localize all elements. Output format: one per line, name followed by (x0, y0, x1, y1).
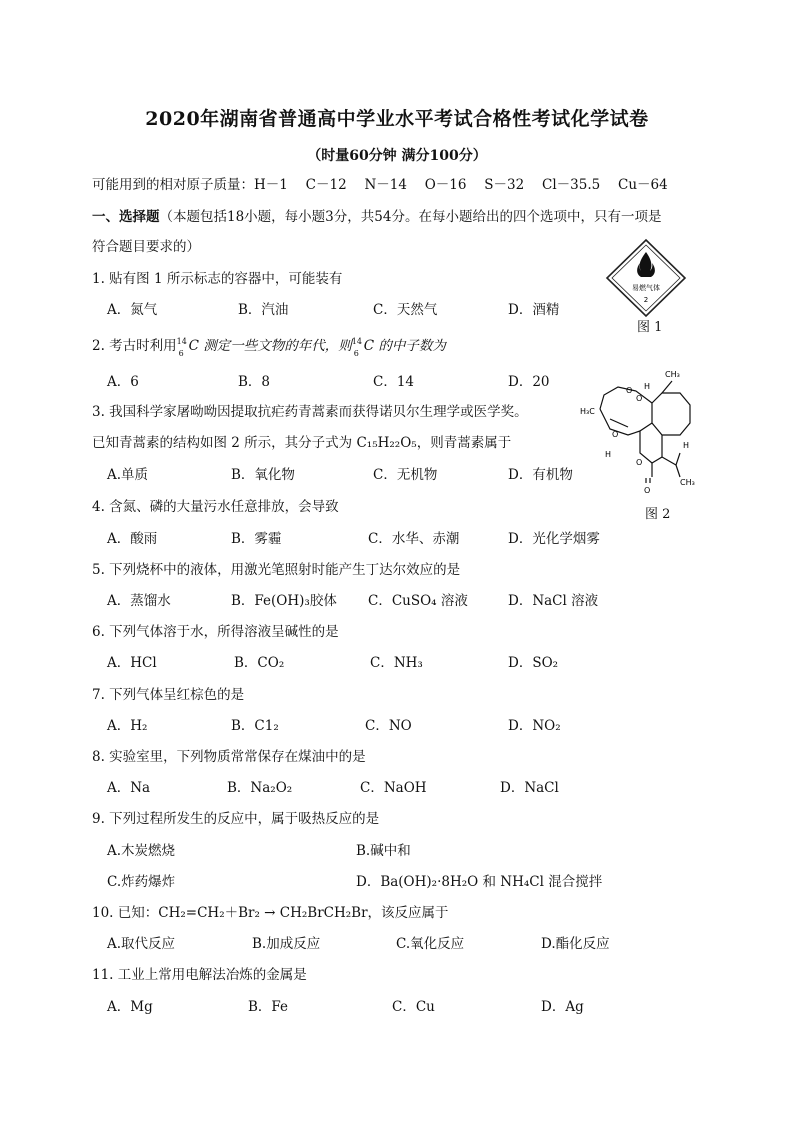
q2-option-d: D．20 (508, 374, 550, 390)
exam-subtitle: （时量60分钟 满分100分） (307, 148, 487, 164)
q11-option-b: B．Fe (248, 999, 289, 1015)
q5-option-b: B．Fe(OH)₃胶体 (231, 593, 337, 609)
sign-number: 2 (643, 296, 649, 304)
q6-option-b: B．CO₂ (234, 655, 285, 671)
q7-option-b: B．C1₂ (231, 718, 279, 734)
q4-option-b: B．雾霾 (231, 531, 282, 547)
figure-1-caption: 图 1 (637, 320, 663, 335)
q8-option-d: D．NaCl (500, 780, 559, 796)
oxygen-2: O (636, 394, 643, 403)
methyl-right: CH₃ (680, 478, 695, 487)
atomic-masses: 可能用到的相对原子质量：H－1 C－12 N－14 O－16 S－32 Cl－35.5 Cu－64 (92, 177, 668, 193)
sign-text: 易燃气体 (632, 284, 660, 292)
q3-option-b: B．氧化物 (231, 467, 295, 483)
h-label-c: H (683, 441, 690, 450)
q9-option-b: B.碱中和 (356, 843, 411, 859)
q2-option-b: B．8 (238, 374, 271, 390)
oxygen-5: O (644, 486, 651, 495)
q4-option-a: A．酸雨 (107, 531, 158, 547)
q5-option-d: D．NaCl 溶液 (508, 593, 599, 609)
q5-option-c: C．CuSO₄ 溶液 (368, 593, 468, 609)
q10-option-b: B.加成反应 (252, 936, 321, 952)
artemisinin-structure (580, 365, 700, 500)
q1-option-a: A．氮气 (107, 302, 158, 318)
q8-option-a: A．Na (107, 780, 151, 796)
section-instructions-text: （本题包括18小题，每小题3分，共54分。在每小题给出的四个选项中，只有一项是 (159, 209, 662, 225)
q4-option-c: C．水华、赤潮 (368, 531, 460, 547)
oxygen-4: O (636, 458, 643, 467)
q1-option-b: B．汽油 (238, 302, 289, 318)
section-instructions (92, 208, 661, 226)
section-heading: 一、选择题 (92, 209, 160, 225)
oxygen-1: O (626, 386, 633, 395)
q2-option-c: C．14 (373, 374, 415, 390)
question-8-stem: 8. 实验室里，下列物质常常保存在煤油中的是 (92, 749, 366, 765)
q2-iso-num-2: 6 (353, 349, 359, 358)
question-4-stem: 4. 含氮、磷的大量污水任意排放，会导致 (92, 499, 339, 515)
q1-option-c: C．天然气 (373, 302, 438, 318)
figure-2 (580, 365, 700, 500)
q11-option-c: C．Cu (392, 999, 435, 1015)
q2-isotope-2 (351, 337, 364, 358)
q9-option-c: C.炸药爆炸 (107, 874, 176, 890)
question-5-stem: 5. 下列烧杯中的液体，用激光笔照射时能产生丁达尔效应的是 (92, 562, 461, 578)
section-instructions-cont: 符合题目要求的） (92, 239, 200, 255)
q7-option-c: C．NO (365, 718, 412, 734)
q8-option-b: B．Na₂O₂ (227, 780, 293, 796)
q11-option-a: A．Mg (107, 999, 153, 1015)
q9-option-d: D．Ba(OH)₂·8H₂O 和 NH₄Cl 混合搅拌 (356, 874, 603, 890)
q11-option-d: D．Ag (541, 999, 584, 1015)
q5-option-a: A．蒸馏水 (107, 593, 171, 609)
q3-option-c: C．无机物 (373, 467, 438, 483)
question-6-stem: 6. 下列气体溶于水，所得溶液呈碱性的是 (92, 624, 339, 640)
q7-option-a: A．H₂ (107, 718, 148, 734)
q9-option-a: A.木炭燃烧 (107, 843, 176, 859)
q2-iso-num-1: 6 (178, 349, 184, 358)
q10-option-d: D.酯化反应 (541, 936, 610, 952)
q6-option-d: D．SO₂ (508, 655, 559, 671)
question-10-stem: 10. 已知：CH₂=CH₂＋Br₂ → CH₂BrCH₂Br，该反应属于 (92, 905, 449, 921)
figure-2-caption: 图 2 (645, 507, 671, 522)
question-2-stem (92, 337, 446, 358)
q4-option-d: D．光化学烟雾 (508, 531, 600, 547)
q2-stem-a: 2. 考古时利用 (92, 338, 177, 354)
flammable-gas-sign (605, 238, 687, 318)
q8-option-c: C．NaOH (360, 780, 427, 796)
q6-option-c: C．NH₃ (370, 655, 423, 671)
question-1-stem: 1. 贴有图 1 所示标志的容器中，可能装有 (92, 271, 343, 287)
q3-option-d: D．有机物 (508, 467, 573, 483)
question-3-stem: 3. 我国科学家屠呦呦因提取抗疟药青蒿素而获得诺贝尔生理学或医学奖。 (92, 404, 528, 420)
q2-stem-b: C 测定一些文物的年代，则 (188, 338, 352, 354)
figure-1 (605, 238, 687, 318)
q7-option-d: D．NO₂ (508, 718, 561, 734)
q2-isotope-1 (176, 337, 189, 358)
h-label-b: H (605, 450, 612, 459)
q2-option-a: A．6 (107, 374, 139, 390)
methyl-left: H₃C (580, 407, 595, 416)
q6-option-a: A．HCl (107, 655, 157, 671)
question-7-stem: 7. 下列气体呈红棕色的是 (92, 687, 245, 703)
h-label-a: H (644, 382, 651, 391)
oxygen-3: O (612, 430, 619, 439)
q10-option-a: A.取代反应 (107, 936, 176, 952)
question-9-stem: 9. 下列过程所发生的反应中，属于吸热反应的是 (92, 811, 380, 827)
exam-title: 2020年湖南省普通高中学业水平考试合格性考试化学试卷 (145, 108, 649, 130)
q3-option-a: A.单质 (107, 467, 149, 483)
question-3-stem-2: 已知青蒿素的结构如图 2 所示，其分子式为 C₁₅H₂₂O₅，则青蒿素属于 (92, 435, 512, 451)
q2-stem-c: C 的中子数为 (363, 338, 446, 354)
q2-iso-mass-2: 14 (351, 337, 362, 346)
q10-option-c: C.氧化反应 (396, 936, 465, 952)
question-11-stem: 11. 工业上常用电解法冶炼的金属是 (92, 967, 307, 983)
q1-option-d: D．酒精 (508, 302, 560, 318)
q2-iso-mass-1: 14 (176, 337, 187, 346)
methyl-top: CH₃ (665, 370, 680, 379)
